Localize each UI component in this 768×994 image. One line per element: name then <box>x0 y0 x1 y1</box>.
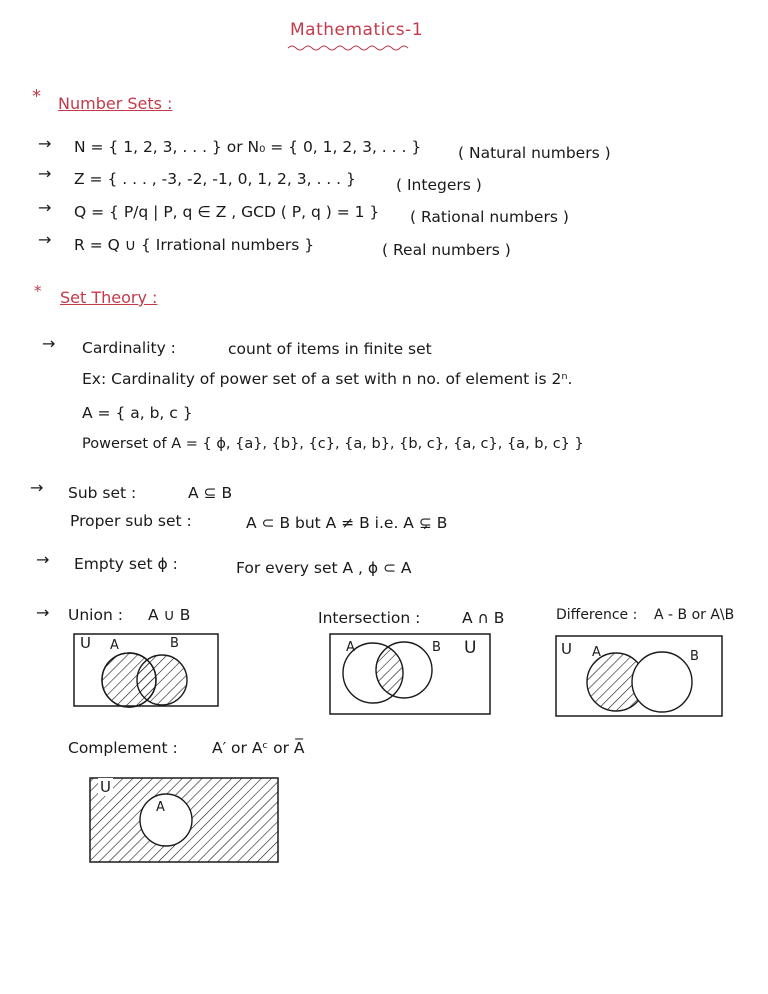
union-set-a-label: A <box>110 638 119 653</box>
reals-definition: R = Q ∪ { Irrational numbers } <box>74 236 315 254</box>
difference-label: Difference : <box>556 607 638 623</box>
section-star-icon: * <box>34 282 42 300</box>
section-star-icon: * <box>32 86 41 107</box>
arrow-icon: → <box>38 198 52 217</box>
set-theory-heading: Set Theory : <box>60 288 158 307</box>
intersection-label: Intersection : <box>318 609 421 627</box>
reals-note: ( Real numbers ) <box>382 241 511 259</box>
natural-numbers-definition: N = { 1, 2, 3, . . . } or N₀ = { 0, 1, 2, 3, . . . } <box>74 138 422 156</box>
union-set-b-label: B <box>170 636 179 651</box>
cardinality-example: Ex: Cardinality of power set of a set with n no. of element is 2ⁿ. <box>82 370 573 388</box>
complement-label: Complement : <box>68 739 178 757</box>
rationals-note: ( Rational numbers ) <box>410 208 569 226</box>
difference-set-b-label: B <box>690 649 699 664</box>
arrow-icon: → <box>36 603 50 622</box>
page-title: Mathematics-1 <box>290 20 424 40</box>
cardinality-label: Cardinality : <box>82 339 176 357</box>
arrow-icon: → <box>38 230 52 249</box>
subset-label: Sub set : <box>68 484 137 502</box>
arrow-icon: → <box>38 134 52 153</box>
arrow-icon: → <box>36 550 50 569</box>
proper-subset-label: Proper sub set : <box>70 512 192 530</box>
arrow-icon: → <box>42 334 56 353</box>
set-a-definition: A = { a, b, c } <box>82 404 193 422</box>
powerset-definition: Powerset of A = { ϕ, {a}, {b}, {c}, {a, b}, {b, c}, {a, c}, {a, b, c} } <box>82 436 584 452</box>
intersection-notation: A ∩ B <box>462 609 505 627</box>
intersection-set-a-label: A <box>346 640 355 655</box>
proper-subset-notation: A ⊂ B but A ≠ B i.e. A ⊊ B <box>246 514 448 532</box>
difference-universe-label: U <box>561 640 572 658</box>
complement-notation: A′ or Aᶜ or A̅ <box>212 739 305 757</box>
empty-set-label: Empty set ϕ : <box>74 555 178 573</box>
arrow-icon: → <box>30 478 44 497</box>
intersection-universe-label: U <box>464 638 477 658</box>
subset-notation: A ⊆ B <box>188 484 233 502</box>
integers-definition: Z = { . . . , -3, -2, -1, 0, 1, 2, 3, . . . } <box>74 170 356 188</box>
intersection-set-b-label: B <box>432 640 441 655</box>
complement-set-a-label: A <box>156 800 165 815</box>
empty-set-statement: For every set A , ϕ ⊂ A <box>236 559 412 577</box>
number-sets-heading: Number Sets : <box>58 94 173 113</box>
difference-notation: A - B or A\B <box>654 607 735 623</box>
union-notation: A ∪ B <box>148 606 191 624</box>
union-universe-label: U <box>80 634 91 652</box>
complement-universe-label: U <box>100 778 111 796</box>
natural-numbers-note: ( Natural numbers ) <box>458 144 611 162</box>
union-label: Union : <box>68 606 123 624</box>
rationals-definition: Q = { P/q | P, q ∈ Z , GCD ( P, q ) = 1 } <box>74 203 380 221</box>
arrow-icon: → <box>38 164 52 183</box>
difference-set-a-label: A <box>592 645 601 660</box>
integers-note: ( Integers ) <box>396 176 482 194</box>
cardinality-definition: count of items in finite set <box>228 340 432 358</box>
